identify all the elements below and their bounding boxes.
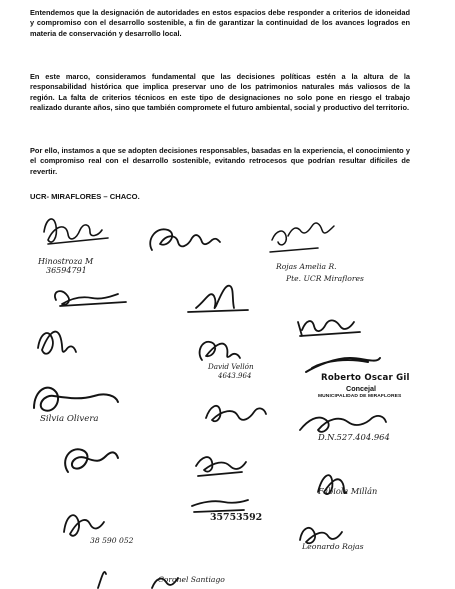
handwritten-name-rojas: Rojas Amelia R. xyxy=(276,262,337,271)
handwritten-name-hinostroza: Hinostroza M xyxy=(38,257,94,266)
signature-9 xyxy=(306,358,380,372)
handwritten-name-vellon: David Vellón xyxy=(208,362,254,371)
signature-13 xyxy=(65,449,118,472)
signature-14 xyxy=(196,457,246,476)
handwritten-name-coronel: Coronel Santiago xyxy=(158,575,225,584)
signature-2 xyxy=(150,229,220,250)
signature-6 xyxy=(298,320,360,336)
handwritten-name-millan: Fabiola Millán xyxy=(318,486,378,496)
handwritten-id-35753592: 35753592 xyxy=(210,512,263,523)
paragraph-framework: En este marco, consideramos fundamental que las decisiones políticas estén a la altura de la responsabilidad histórica que implica preservar uno de los patrimonios naturales más valiosos de la región. La falta de criterios técnicos en este tipo de designaciones no solo pone en riesgo el trabajo realizado durante años, sino que también compromete el futuro ambiental, social y productivo del territorio. xyxy=(30,72,410,113)
stamp-role: Concejal xyxy=(346,384,376,393)
signature-4 xyxy=(55,291,126,306)
signature-10 xyxy=(34,388,118,411)
signature-1 xyxy=(44,219,108,244)
signature-17 xyxy=(192,500,248,512)
stamp-organization: MUNICIPALIDAD DE MIRAFLORES xyxy=(318,394,402,399)
signatory-heading: UCR- MIRAFLORES – CHACO. xyxy=(30,192,140,201)
paragraph-appeal: Por ello, instamos a que se adopten decisiones responsables, basadas en la experiencia, el conocimiento y el compromiso real con el desarrollo sostenible, evitando retrocesos que podrían resultar difíciles de revertir. xyxy=(30,146,410,176)
handwritten-role-ucr: Pte. UCR Miraflores xyxy=(286,274,364,283)
handwritten-id-vellon: 4643.964 xyxy=(218,372,252,380)
handwritten-id-number: 36594791 xyxy=(46,266,87,275)
signature-3 xyxy=(270,223,334,252)
signature-5 xyxy=(188,286,248,312)
stamp-name: Roberto Oscar Gil xyxy=(321,373,410,383)
paragraph-designation: Entendemos que la designación de autoridades en estos espacios debe responder a criterios de idoneidad y compromiso con el desarrollo sostenible, a fin de garantizar la continuidad de los avances logrados en materia de conservación y desarrollo local. xyxy=(30,8,410,38)
signature-8 xyxy=(200,342,240,360)
signature-12 xyxy=(300,416,386,432)
handwritten-id-dni: D.N.527.404.964 xyxy=(318,432,390,442)
signature-11 xyxy=(206,406,266,421)
handwritten-id-38590052: 38 590 052 xyxy=(90,536,134,545)
handwritten-name-olivera: Silvia Olivera xyxy=(40,414,99,424)
signature-18 xyxy=(300,528,342,543)
handwritten-name-leonardo-rojas: Leonardo Rojas xyxy=(302,542,364,551)
signature-16 xyxy=(64,515,104,536)
signature-7 xyxy=(38,332,76,354)
